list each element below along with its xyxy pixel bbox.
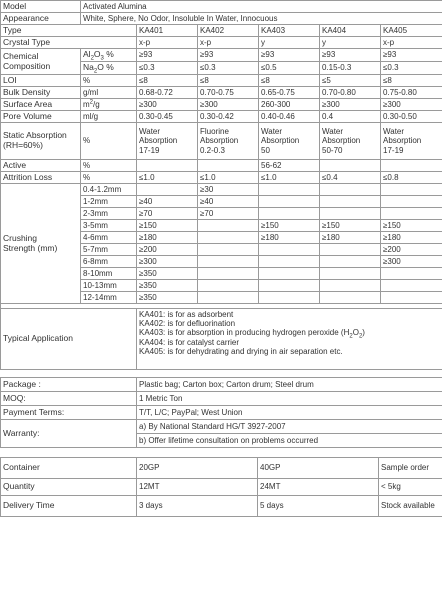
type-row bbox=[1, 25, 442, 37]
al2o3-unit bbox=[81, 49, 137, 62]
cell-line: 17-19 bbox=[139, 145, 160, 155]
payment-value: T/T, L/C; PayPal; West Union bbox=[137, 406, 442, 420]
table-cell bbox=[198, 292, 259, 304]
delivery-row bbox=[1, 496, 442, 517]
table-cell: ≥180 bbox=[137, 232, 198, 244]
static-label-line2: (RH=60%) bbox=[3, 140, 43, 150]
crystal-row bbox=[1, 37, 442, 49]
cell-line: 17-19 bbox=[383, 145, 404, 155]
table-cell bbox=[137, 160, 198, 172]
bulk-density-row bbox=[1, 87, 442, 99]
model-value: Activated Alumina bbox=[81, 1, 442, 13]
payment-row bbox=[1, 406, 442, 420]
attrition-row bbox=[1, 172, 442, 184]
section-gap bbox=[0, 370, 442, 377]
cell-line: Water bbox=[139, 127, 161, 137]
table-cell bbox=[259, 268, 320, 280]
table-cell: ≤8 bbox=[381, 75, 442, 87]
table-cell: 0.15-0.3 bbox=[320, 62, 381, 75]
table-cell bbox=[381, 196, 442, 208]
table-cell bbox=[320, 244, 381, 256]
table-cell bbox=[320, 268, 381, 280]
table-cell bbox=[198, 280, 259, 292]
model-ka402: KA402 bbox=[198, 25, 259, 37]
cell-line: Water bbox=[322, 127, 344, 137]
package-label: Package : bbox=[1, 378, 137, 392]
crushing-size: 5-7mm bbox=[81, 244, 137, 256]
table-cell: ≤8 bbox=[198, 75, 259, 87]
table-cell: ≤0.4 bbox=[320, 172, 381, 184]
package-row bbox=[1, 378, 442, 392]
container-row bbox=[1, 458, 442, 479]
table-cell: 24MT bbox=[258, 479, 379, 496]
application-list bbox=[137, 309, 442, 370]
quantity-row bbox=[1, 479, 442, 496]
crushing-size: 2-3mm bbox=[81, 208, 137, 220]
table-cell bbox=[320, 208, 381, 220]
moq-value: 1 Metric Ton bbox=[137, 392, 442, 406]
table-cell bbox=[381, 292, 442, 304]
table-cell: ≥350 bbox=[137, 268, 198, 280]
table-cell: 12MT bbox=[137, 479, 258, 496]
table-cell: ≥70 bbox=[137, 208, 198, 220]
o-subscript: 2 bbox=[358, 333, 363, 340]
crushing-size: 0.4-1.2mm bbox=[81, 184, 137, 196]
table-cell: 0.40-0.46 bbox=[259, 111, 320, 123]
table-cell bbox=[320, 196, 381, 208]
table-cell bbox=[320, 160, 381, 172]
table-cell: 56-62 bbox=[259, 160, 320, 172]
table-cell: ≤1.0 bbox=[137, 172, 198, 184]
surface-area-row bbox=[1, 99, 442, 111]
table-cell: ≥300 bbox=[320, 99, 381, 111]
h-subscript: 2 bbox=[349, 333, 353, 340]
per-gram-unit: /g bbox=[93, 99, 100, 109]
table-cell bbox=[259, 196, 320, 208]
table-cell: ≥180 bbox=[381, 232, 442, 244]
table-cell bbox=[198, 256, 259, 268]
table-cell bbox=[198, 160, 259, 172]
crushing-size: 12-14mm bbox=[81, 292, 137, 304]
package-value: Plastic bag; Carton box; Carton drum; Steel drum bbox=[137, 378, 442, 392]
table-cell: 20GP bbox=[137, 458, 258, 479]
table-cell: 0.30-0.42 bbox=[198, 111, 259, 123]
table-cell: ≤5 bbox=[320, 75, 381, 87]
crushing-size: 8-10mm bbox=[81, 268, 137, 280]
static-absorption-row bbox=[1, 123, 442, 160]
cell-line: 50-70 bbox=[322, 145, 343, 155]
loi-unit: % bbox=[81, 75, 137, 87]
active-unit: % bbox=[81, 160, 137, 172]
o-symbol: O bbox=[93, 49, 101, 60]
table-cell: 5 days bbox=[258, 496, 379, 517]
table-cell bbox=[320, 280, 381, 292]
table-cell: ≥70 bbox=[198, 208, 259, 220]
cell-line: 50 bbox=[261, 145, 270, 155]
table-cell: 0.65-0.75 bbox=[259, 87, 320, 99]
table-cell: ≥40 bbox=[137, 196, 198, 208]
surface-area-unit bbox=[81, 99, 137, 111]
section-gap bbox=[0, 448, 442, 457]
surface-area-label: Surface Area bbox=[1, 99, 81, 111]
table-cell: ≤0.3 bbox=[137, 62, 198, 75]
table-cell bbox=[259, 123, 320, 160]
table-cell: ≥200 bbox=[137, 244, 198, 256]
loi-row bbox=[1, 75, 442, 87]
table-cell bbox=[137, 184, 198, 196]
al-symbol: Al bbox=[83, 49, 91, 60]
table-cell: 0.30-0.50 bbox=[381, 111, 442, 123]
cell-line: 0.2-0.3 bbox=[200, 145, 225, 155]
table-cell: ≤0.3 bbox=[198, 62, 259, 75]
table-cell: ≥93 bbox=[259, 49, 320, 62]
table-cell: ≥300 bbox=[381, 256, 442, 268]
o-subscript: 3 bbox=[100, 55, 104, 62]
table-cell: 0.68-0.72 bbox=[137, 87, 198, 99]
table-cell bbox=[198, 244, 259, 256]
table-cell bbox=[259, 208, 320, 220]
table-cell: Stock available bbox=[379, 496, 442, 517]
table-cell: y bbox=[259, 37, 320, 49]
application-label: Typical Application bbox=[1, 309, 137, 370]
model-ka405: KA405 bbox=[381, 25, 442, 37]
application-line: KA405: is for dehydrating and drying in air separation etc. bbox=[139, 346, 343, 356]
application-line: KA402: is for defluorination bbox=[139, 319, 236, 329]
appearance-value: White, Sphere, No Odor, Insoluble In Water, Innocuous bbox=[81, 13, 442, 25]
table-cell: 40GP bbox=[258, 458, 379, 479]
table-cell bbox=[259, 244, 320, 256]
crushing-label-line1: Crushing bbox=[3, 232, 38, 243]
active-label: Active bbox=[1, 160, 81, 172]
table-cell: ≤0.5 bbox=[259, 62, 320, 75]
table-cell: ≥40 bbox=[198, 196, 259, 208]
table-cell: ≥150 bbox=[259, 220, 320, 232]
appearance-label: Appearance bbox=[1, 13, 81, 25]
table-cell bbox=[198, 123, 259, 160]
table-cell: ≥93 bbox=[381, 49, 442, 62]
chemical-composition-label bbox=[1, 49, 81, 75]
moq-row bbox=[1, 392, 442, 406]
o-percent: O % bbox=[97, 62, 114, 73]
warranty-value-b: b) Offer lifetime consultation on problems occurred bbox=[137, 434, 442, 448]
static-absorption-label bbox=[1, 123, 81, 160]
table-cell: 3 days bbox=[137, 496, 258, 517]
table-cell: ≤0.3 bbox=[381, 62, 442, 75]
delivery-label: Delivery Time bbox=[1, 496, 137, 517]
active-row bbox=[1, 160, 442, 172]
terms-table bbox=[0, 377, 442, 448]
warranty-label: Warranty: bbox=[1, 420, 137, 448]
application-row bbox=[1, 309, 442, 370]
application-line bbox=[139, 328, 440, 340]
model-label: Model bbox=[1, 1, 81, 13]
warranty-value-a: a) By National Standard HG/T 3927-2007 bbox=[137, 420, 442, 434]
attrition-label: Attrition Loss bbox=[1, 172, 81, 184]
cell-line: Water bbox=[383, 127, 405, 137]
moq-label: MOQ: bbox=[1, 392, 137, 406]
crushing-size: 1-2mm bbox=[81, 196, 137, 208]
static-label-line1: Static Absorption bbox=[3, 130, 67, 141]
squared-superscript: 2 bbox=[89, 99, 94, 106]
table-cell: ≥180 bbox=[320, 232, 381, 244]
table-cell: 0.70-0.75 bbox=[198, 87, 259, 99]
crystal-label: Crystal Type bbox=[1, 37, 137, 49]
na2o-unit bbox=[81, 62, 137, 75]
table-cell: ≥150 bbox=[137, 220, 198, 232]
crushing-size: 3-5mm bbox=[81, 220, 137, 232]
table-cell: 260-300 bbox=[259, 99, 320, 111]
container-label: Container bbox=[1, 458, 137, 479]
crushing-row bbox=[1, 184, 442, 196]
table-cell bbox=[259, 256, 320, 268]
table-cell: x-p bbox=[198, 37, 259, 49]
close-paren: ) bbox=[362, 328, 365, 338]
table-cell: ≥350 bbox=[137, 280, 198, 292]
table-cell: 0.75-0.80 bbox=[381, 87, 442, 99]
table-cell: ≥200 bbox=[381, 244, 442, 256]
table-cell bbox=[381, 123, 442, 160]
table-cell: ≥300 bbox=[137, 99, 198, 111]
attrition-unit: % bbox=[81, 172, 137, 184]
cell-line: Absorption bbox=[261, 136, 300, 146]
al-subscript: 2 bbox=[90, 55, 94, 62]
cell-line: Absorption bbox=[139, 136, 178, 146]
warranty-row bbox=[1, 420, 442, 434]
table-cell bbox=[381, 208, 442, 220]
table-cell: < 5kg bbox=[379, 479, 442, 496]
table-cell bbox=[320, 256, 381, 268]
cell-line: Water bbox=[261, 127, 283, 137]
table-cell: ≤8 bbox=[259, 75, 320, 87]
table-cell: x-p bbox=[137, 37, 198, 49]
table-cell bbox=[320, 292, 381, 304]
quantity-label: Quantity bbox=[1, 479, 137, 496]
table-cell: ≥93 bbox=[198, 49, 259, 62]
appearance-row bbox=[1, 13, 442, 25]
na-symbol: Na bbox=[83, 62, 94, 73]
pore-volume-label: Pore Volume bbox=[1, 111, 81, 123]
table-cell: ≥300 bbox=[137, 256, 198, 268]
crushing-label-line2: Strength (mm) bbox=[3, 242, 58, 253]
table-cell bbox=[320, 184, 381, 196]
al2o3-row bbox=[1, 49, 442, 62]
table-cell bbox=[137, 123, 198, 160]
application-text: KA403: is for absorption in producing hydrogen peroxide (H bbox=[139, 328, 350, 338]
table-cell bbox=[320, 123, 381, 160]
table-cell bbox=[381, 184, 442, 196]
bulk-density-unit: g/ml bbox=[81, 87, 137, 99]
cell-line: Absorption bbox=[200, 136, 239, 146]
table-cell: ≥93 bbox=[320, 49, 381, 62]
o-symbol: O bbox=[352, 328, 359, 338]
table-cell bbox=[259, 292, 320, 304]
table-cell: ≥300 bbox=[381, 99, 442, 111]
table-cell bbox=[259, 184, 320, 196]
table-cell: ≤1.0 bbox=[259, 172, 320, 184]
shipping-table bbox=[0, 457, 442, 517]
static-absorption-unit: % bbox=[81, 123, 137, 160]
table-cell: ≤8 bbox=[137, 75, 198, 87]
type-label: Type bbox=[1, 25, 137, 37]
table-cell: ≥350 bbox=[137, 292, 198, 304]
application-line: KA404: is for catalyst carrier bbox=[139, 337, 240, 347]
table-cell: y bbox=[320, 37, 381, 49]
model-row bbox=[1, 1, 442, 13]
table-cell: ≥150 bbox=[381, 220, 442, 232]
cell-line: Absorption bbox=[322, 136, 361, 146]
table-cell: ≥93 bbox=[137, 49, 198, 62]
m-unit: m bbox=[83, 99, 90, 109]
table-cell: 0.30-0.45 bbox=[137, 111, 198, 123]
table-cell bbox=[198, 232, 259, 244]
cell-line: Fluorine bbox=[200, 127, 229, 137]
chem-label-line1: Chemical bbox=[3, 50, 39, 61]
crushing-strength-label bbox=[1, 184, 81, 304]
table-cell: 0.4 bbox=[320, 111, 381, 123]
model-ka403: KA403 bbox=[259, 25, 320, 37]
crushing-size: 6-8mm bbox=[81, 256, 137, 268]
application-line: KA401: is for as adsorbent bbox=[139, 310, 234, 319]
cell-line: Absorption bbox=[383, 136, 422, 146]
table-cell: ≤1.0 bbox=[198, 172, 259, 184]
pore-volume-unit: ml/g bbox=[81, 111, 137, 123]
pore-volume-row bbox=[1, 111, 442, 123]
model-ka404: KA404 bbox=[320, 25, 381, 37]
loi-label: LOI bbox=[1, 75, 81, 87]
table-cell: ≥30 bbox=[198, 184, 259, 196]
table-cell bbox=[381, 280, 442, 292]
table-cell bbox=[198, 220, 259, 232]
percent-unit: % bbox=[103, 49, 114, 60]
table-cell bbox=[259, 280, 320, 292]
table-cell bbox=[381, 160, 442, 172]
table-cell: ≥300 bbox=[198, 99, 259, 111]
chem-label-line2: Composition bbox=[3, 60, 51, 71]
crushing-size: 4-6mm bbox=[81, 232, 137, 244]
table-cell: x-p bbox=[381, 37, 442, 49]
table-cell: ≤0.8 bbox=[381, 172, 442, 184]
model-ka401: KA401 bbox=[137, 25, 198, 37]
crushing-size: 10-13mm bbox=[81, 280, 137, 292]
bulk-density-label: Bulk Density bbox=[1, 87, 81, 99]
table-cell: 0.70-0.80 bbox=[320, 87, 381, 99]
table-cell: ≥150 bbox=[320, 220, 381, 232]
table-cell: ≥180 bbox=[259, 232, 320, 244]
table-cell bbox=[198, 268, 259, 280]
na-subscript: 2 bbox=[93, 68, 98, 75]
payment-label: Payment Terms: bbox=[1, 406, 137, 420]
table-cell: Sample order bbox=[379, 458, 442, 479]
table-cell bbox=[381, 268, 442, 280]
